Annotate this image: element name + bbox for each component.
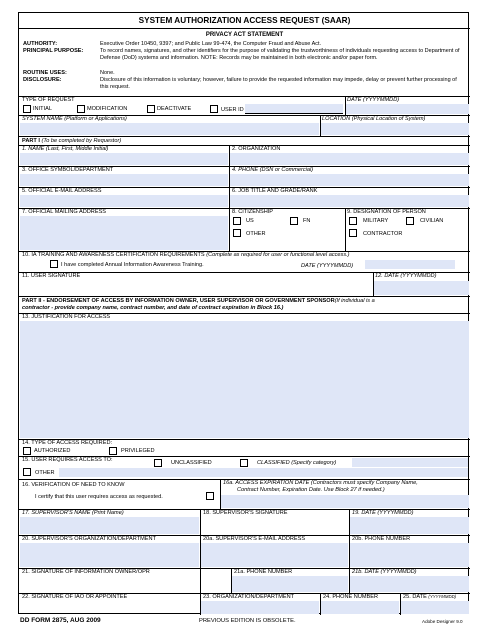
fn-checkbox[interactable]	[290, 217, 298, 225]
iao-phone-label: 24. PHONE NUMBER	[323, 594, 379, 600]
supervisor-phone-label: 20b. PHONE NUMBER	[352, 536, 411, 542]
info-owner-date-label: 21b. DATE (YYYYMMDD)	[352, 569, 417, 575]
expiration-date-field[interactable]	[221, 495, 469, 508]
supervisor-org-label: 20. SUPERVISOR'S ORGANIZATION/DEPARTMENT	[22, 536, 156, 542]
supervisor-phone-field[interactable]	[350, 543, 469, 567]
routine-uses-text: None.	[100, 70, 115, 76]
disclosure-text: Disclosure of this information is voluntary; however, failure to provide the requested information may impede, delay or prevent further processing of this request.	[100, 77, 457, 90]
expiration-date-label: 16a. ACCESS EXPIRATION DATE (Contractors must specify Company Name,	[223, 480, 418, 486]
type-of-request-label: TYPE OF REQUEST	[22, 97, 75, 103]
iao-signature-label: 22. SIGNATURE OF IAO OR APPOINTEE	[22, 594, 128, 600]
military-label: MILITARY	[363, 218, 389, 224]
location-label: LOCATION (Physical Location of System)	[322, 116, 426, 122]
office-symbol-label: 3. OFFICE SYMBOL/DEPARTMENT	[22, 167, 114, 173]
contractor-checkbox[interactable]	[349, 229, 357, 237]
other-access-label: OTHER	[35, 470, 55, 476]
initial-checkbox[interactable]	[23, 105, 31, 113]
civilian-label: CIVILIAN	[420, 218, 444, 224]
requires-access-label: 15. USER REQUIRES ACCESS TO:	[22, 457, 113, 463]
iao-phone-field[interactable]	[321, 601, 399, 614]
part2-heading-note-2: contractor - provide company name, contract number, and date of contract expiration in Block 16.)	[22, 305, 284, 311]
job-title-field[interactable]	[230, 195, 469, 207]
iao-date-format: (YYYYMMDD)	[428, 594, 457, 599]
obsolete-notice: PREVIOUS EDITION IS OBSOLETE.	[199, 618, 296, 624]
other-citizenship-label: OTHER	[246, 231, 266, 237]
iao-org-label: 23. ORGANIZATION/DEPARTMENT	[203, 594, 295, 600]
supervisor-date-label: 19. DATE (YYYYMMDD)	[352, 510, 414, 516]
routine-uses-label: ROUTINE USES:	[23, 70, 67, 76]
designation-label: 9. DESIGNATION OF PERSON	[347, 209, 426, 215]
supervisor-email-field[interactable]	[201, 543, 348, 567]
privileged-label: PRIVILEGED	[121, 448, 155, 454]
part1-heading-note: (To be completed by Requestor)	[39, 138, 122, 144]
phone-field[interactable]	[230, 174, 469, 186]
initial-label: INITIAL	[33, 106, 52, 112]
part2-heading-note: (If individual is a	[334, 298, 375, 304]
phone-label: 4. PHONE (DSN or Commercial)	[232, 167, 314, 173]
supervisor-name-field[interactable]	[20, 517, 199, 534]
justification-label: 13. JUSTIFICATION FOR ACCESS	[22, 314, 111, 320]
privacy-act-title: PRIVACY ACT STATEMENT	[205, 32, 284, 38]
modification-checkbox[interactable]	[77, 105, 85, 113]
classified-category-field[interactable]	[352, 458, 468, 467]
purpose-text: To record names, signatures, and other identifiers for the purpose of validating the trustworthiness of individuals requesting access to Department of Defense (DoD) systems and information. NOTE: Records may be maintained in both electronic and/or paper form.	[100, 48, 460, 61]
mailing-address-field[interactable]	[20, 216, 228, 250]
authorized-checkbox[interactable]	[23, 447, 31, 455]
divider	[229, 208, 230, 251]
purpose-label: PRINCIPAL PURPOSE:	[23, 48, 84, 54]
unclassified-checkbox[interactable]	[154, 459, 162, 467]
classified-checkbox[interactable]	[240, 459, 248, 467]
us-checkbox[interactable]	[233, 217, 241, 225]
user-signature-date-field[interactable]	[374, 281, 469, 295]
organization-field[interactable]	[230, 153, 469, 165]
mailing-address-label: 7. OFFICIAL MAILING ADDRESS	[22, 209, 107, 215]
authority-text: Executive Order 10450, 9397; and Public Law 99-474, the Computer Fraud and Abuse Act.	[100, 41, 322, 47]
need-to-know-checkbox[interactable]	[206, 492, 214, 500]
user-id-label: USER ID	[221, 107, 244, 113]
classified-label: CLASSIFIED (Specify category)	[257, 460, 337, 466]
training-date-label: DATE (YYYYMMDD)	[301, 263, 354, 269]
info-owner-phone-label: 21a. PHONE NUMBER	[234, 569, 293, 575]
citizenship-label: 8. CITIZENSHIP	[232, 209, 274, 215]
designer-note: Adobe Designer 9.0	[422, 619, 463, 624]
part2-heading-text: PART II - ENDORSEMENT OF ACCESS BY INFORMATION OWNER, USER SUPERVISOR OR GOVERNMENT SPONSOR	[22, 298, 335, 304]
location-field[interactable]	[321, 123, 469, 135]
unclassified-label: UNCLASSIFIED	[171, 460, 212, 466]
divider	[19, 28, 470, 29]
name-field[interactable]	[20, 153, 228, 165]
divider	[19, 96, 470, 97]
military-checkbox[interactable]	[349, 217, 357, 225]
system-name-field[interactable]	[20, 123, 319, 135]
authority-label: AUTHORITY:	[23, 41, 58, 47]
ia-training-note: (Complete as required for user or functional level access.)	[206, 252, 350, 258]
divider	[19, 136, 470, 137]
supervisor-email-label: 20a. SUPERVISOR'S E-MAIL ADDRESS	[203, 536, 306, 542]
part2-heading	[22, 298, 375, 304]
user-signature-date-label: 12. DATE (YYYYMMDD)	[375, 273, 437, 279]
divider	[19, 296, 470, 297]
access-type-label: 14. TYPE OF ACCESS REQUIRED:	[22, 440, 113, 446]
iao-org-field[interactable]	[201, 601, 319, 614]
divider	[345, 208, 346, 251]
training-date-field[interactable]	[365, 260, 455, 269]
other-citizenship-checkbox[interactable]	[233, 229, 241, 237]
deactivate-label: DEACTIVATE	[157, 106, 192, 112]
user-id-checkbox[interactable]	[210, 105, 218, 113]
user-id-field[interactable]	[245, 104, 343, 114]
fn-label: FN	[303, 218, 311, 224]
justification-field[interactable]	[20, 321, 469, 438]
part1-heading-bold: PART I	[22, 138, 40, 144]
request-date-field[interactable]	[346, 104, 469, 114]
iao-date-field[interactable]	[401, 601, 469, 614]
authorized-label: AUTHORIZED	[34, 448, 71, 454]
privileged-checkbox[interactable]	[109, 447, 117, 455]
info-owner-phone-field[interactable]	[232, 576, 348, 592]
job-title-label: 6. JOB TITLE AND GRADE/RANK	[232, 188, 318, 194]
ia-training-label	[22, 252, 350, 258]
info-owner-date-field[interactable]	[350, 576, 469, 592]
saar-form	[18, 12, 469, 614]
other-access-checkbox[interactable]	[23, 468, 31, 476]
supervisor-name-label: 17. SUPERVISOR'S NAME (Print Name)	[22, 510, 124, 516]
form-title: SYSTEM AUTHORIZATION ACCESS REQUEST (SAAR)	[138, 16, 351, 25]
modification-label: MODIFICATION	[87, 106, 128, 112]
training-statement: I have completed Annual Information Awareness Training.	[61, 262, 204, 268]
disclosure-label: DISCLOSURE:	[23, 77, 62, 83]
supervisor-signature-label: 18. SUPERVISOR'S SIGNATURE	[203, 510, 288, 516]
name-label: 1. NAME (Last, First, Middle Initial)	[22, 146, 109, 152]
us-label: US	[246, 218, 254, 224]
office-symbol-field[interactable]	[20, 174, 228, 186]
user-signature-label: 11. USER SIGNATURE	[22, 273, 81, 279]
part1-heading	[22, 138, 121, 144]
need-to-know-statement: I certify that this user requires access as requested.	[35, 494, 163, 500]
email-label: 5. OFFICIAL E-MAIL ADDRESS	[22, 188, 102, 194]
other-access-field[interactable]	[59, 468, 468, 477]
need-to-know-label: 16. VERIFICATION OF NEED TO KNOW	[22, 482, 125, 488]
training-checkbox[interactable]	[50, 260, 58, 268]
expiration-date-label-2: Contract Number, Expiration Date. Use Block 27 if needed.)	[237, 487, 385, 493]
system-name-label: SYSTEM NAME (Platform or Applications)	[22, 116, 127, 122]
email-field[interactable]	[20, 195, 228, 207]
info-owner-signature-label: 21. SIGNATURE OF INFORMATION OWNER/OPR	[22, 569, 150, 575]
form-number: DD FORM 2875, AUG 2009	[20, 617, 101, 624]
supervisor-org-field[interactable]	[20, 543, 199, 567]
ia-training-title: 10. IA TRAINING AND AWARENESS CERTIFICATION REQUIREMENTS	[22, 252, 205, 258]
supervisor-date-field[interactable]	[350, 517, 469, 534]
deactivate-checkbox[interactable]	[147, 105, 155, 113]
contractor-label: CONTRACTOR	[363, 231, 403, 237]
request-date-label: DATE (YYYYMMDD)	[347, 97, 400, 103]
civilian-checkbox[interactable]	[406, 217, 414, 225]
iao-date-label	[403, 594, 456, 600]
iao-date-title: 25. DATE	[403, 594, 427, 600]
organization-label: 2. ORGANIZATION	[232, 146, 281, 152]
